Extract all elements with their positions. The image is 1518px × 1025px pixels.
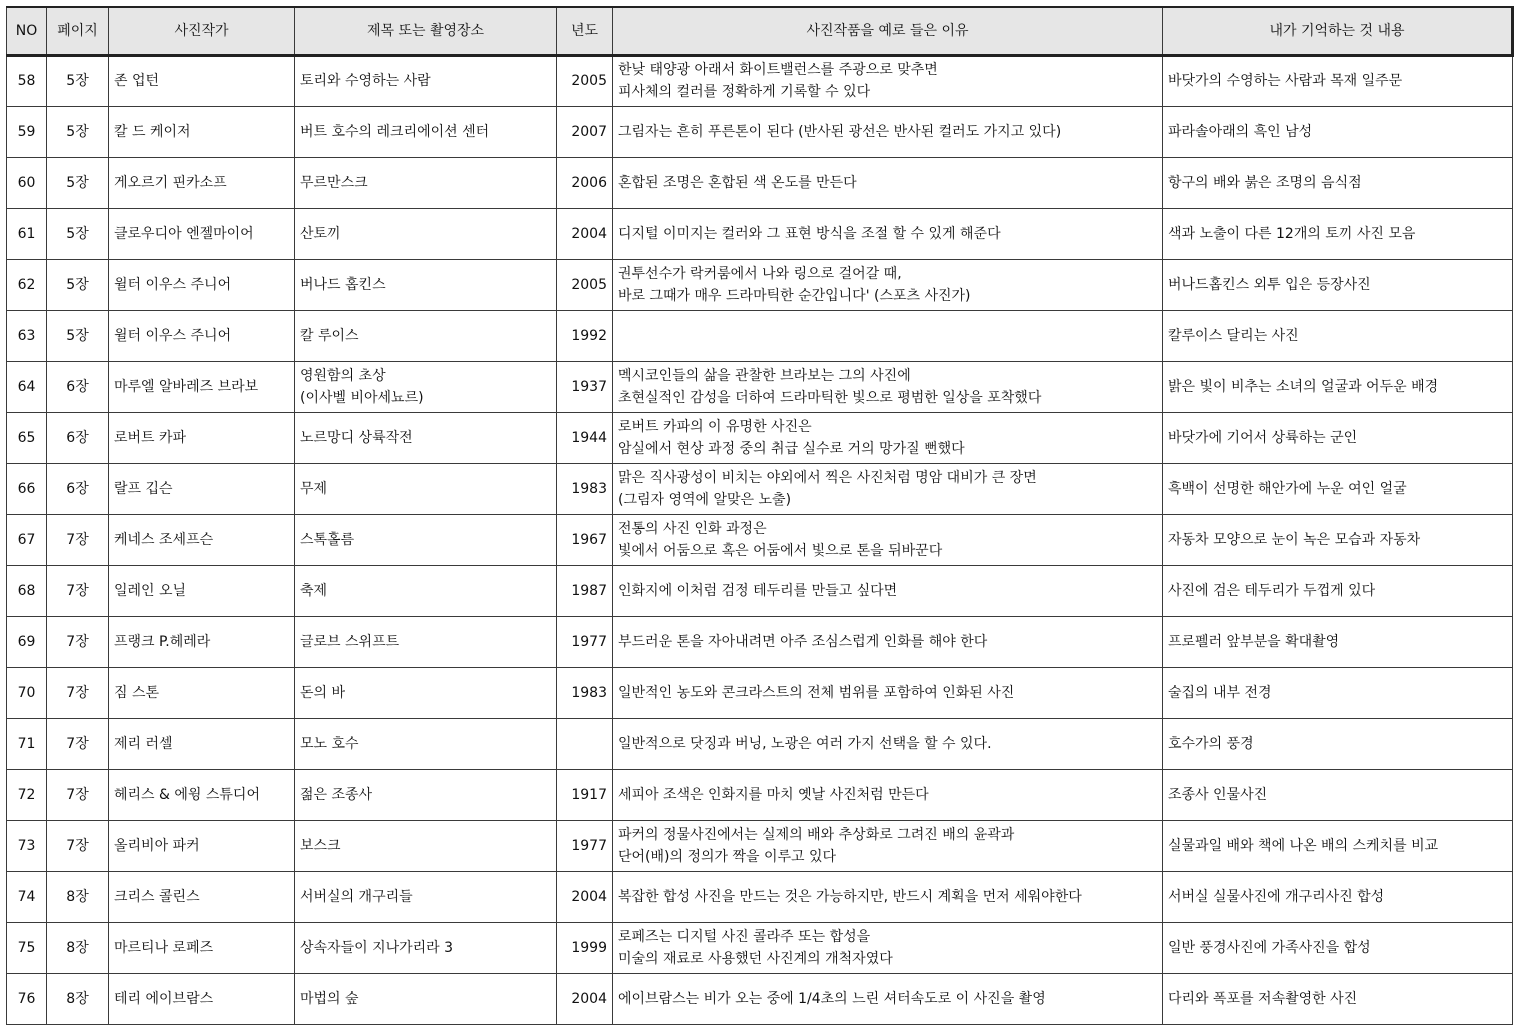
cell-year: 1983	[557, 667, 613, 718]
table-row	[7, 55, 1513, 106]
cell-title	[295, 667, 557, 718]
cell-reason-line: 전통의 사진 인화 과정은	[618, 520, 767, 537]
cell-year: 2005	[557, 55, 613, 106]
cell-memory: 흑백이 선명한 해안가에 누운 여인 얼굴	[1163, 463, 1513, 514]
cell-no: 72	[7, 769, 47, 820]
table-row	[7, 412, 1513, 463]
cell-reason	[613, 973, 1163, 1024]
cell-no: 68	[7, 565, 47, 616]
cell-photographer: 헤리스 & 에윙 스튜디어	[109, 769, 295, 820]
cell-title-line: 무제	[300, 480, 328, 497]
cell-title	[295, 259, 557, 310]
cell-reason-line: 한낮 태양광 아래서 화이트밸런스를 주광으로 맞추면	[618, 62, 938, 78]
cell-title	[295, 361, 557, 412]
cell-year: 2006	[557, 157, 613, 208]
header-no: NO	[7, 7, 47, 55]
cell-memory: 바닷가의 수영하는 사람과 목재 일주문	[1163, 55, 1513, 106]
header-row	[7, 7, 1513, 55]
cell-no: 71	[7, 718, 47, 769]
cell-title	[295, 616, 557, 667]
cell-no: 74	[7, 871, 47, 922]
cell-photographer: 클로우디아 엔젤마이어	[109, 208, 295, 259]
cell-year: 1944	[557, 412, 613, 463]
cell-reason	[613, 361, 1163, 412]
cell-title	[295, 157, 557, 208]
cell-title-line: 칼 루이스	[300, 327, 359, 344]
cell-photographer: 칼 드 케이저	[109, 106, 295, 157]
table-row	[7, 616, 1513, 667]
cell-reason	[613, 412, 1163, 463]
table-row	[7, 718, 1513, 769]
cell-reason	[613, 820, 1163, 871]
cell-no: 70	[7, 667, 47, 718]
cell-photographer: 일레인 오닐	[109, 565, 295, 616]
cell-title-line: 상속자들이 지나가리라 3	[300, 939, 454, 956]
cell-reason	[613, 208, 1163, 259]
cell-memory: 실물과일 배와 책에 나온 배의 스케치를 비교	[1163, 820, 1513, 871]
cell-year: 1992	[557, 310, 613, 361]
cell-memory: 호수가의 풍경	[1163, 718, 1513, 769]
cell-title-line: (이사벨 비아세뇨르)	[300, 389, 424, 406]
cell-photographer: 마루엘 알바레즈 브라보	[109, 361, 295, 412]
cell-title-line: 축제	[300, 582, 328, 599]
cell-title	[295, 208, 557, 259]
cell-year: 1967	[557, 514, 613, 565]
cell-reason	[613, 667, 1163, 718]
cell-reason	[613, 157, 1163, 208]
cell-year: 2004	[557, 871, 613, 922]
photo-works-table	[6, 6, 1514, 1025]
cell-reason	[613, 310, 1163, 361]
cell-title-line: 노르망디 상륙작전	[300, 429, 413, 446]
cell-title-line: 젊은 조종사	[300, 786, 373, 803]
cell-page: 7장	[47, 565, 109, 616]
cell-reason-line: 일반적으로 닷징과 버닝, 노광은 여러 가지 선택을 할 수 있다.	[618, 735, 992, 752]
cell-year	[557, 718, 613, 769]
cell-no: 73	[7, 820, 47, 871]
cell-reason-line: 피사체의 컬러를 정확하게 기록할 수 있다	[618, 84, 871, 100]
cell-title-line: 모노 호수	[300, 735, 359, 752]
cell-page: 7장	[47, 769, 109, 820]
cell-reason	[613, 616, 1163, 667]
cell-title	[295, 463, 557, 514]
cell-photographer: 게오르기 핀카소프	[109, 157, 295, 208]
cell-title	[295, 412, 557, 463]
cell-no: 67	[7, 514, 47, 565]
cell-memory: 조종사 인물사진	[1163, 769, 1513, 820]
cell-page: 5장	[47, 208, 109, 259]
table-row	[7, 259, 1513, 310]
cell-reason-line: 로페즈는 디지털 사진 콜라주 또는 합성을	[618, 928, 871, 945]
cell-page: 5장	[47, 157, 109, 208]
cell-reason-line: 부드러운 톤을 자아내려면 아주 조심스럽게 인화를 해야 한다	[618, 633, 988, 650]
header-reason: 사진작품을 예로 들은 이유	[613, 7, 1163, 55]
cell-photographer: 존 업턴	[109, 55, 295, 106]
cell-memory: 바닷가에 기어서 상륙하는 군인	[1163, 412, 1513, 463]
cell-memory: 밝은 빛이 비추는 소녀의 얼굴과 어두운 배경	[1163, 361, 1513, 412]
cell-reason	[613, 259, 1163, 310]
header-title: 제목 또는 촬영장소	[295, 7, 557, 55]
cell-reason-line: 인화지에 이처럼 검정 테두리를 만들고 싶다면	[618, 582, 898, 599]
cell-reason-line: 파커의 정물사진에서는 실제의 배와 추상화로 그려진 배의 윤곽과	[618, 826, 1015, 843]
cell-reason-line: 일반적인 농도와 콘크라스트의 전체 범위를 포함하여 인화된 사진	[618, 684, 1015, 701]
cell-no: 59	[7, 106, 47, 157]
cell-year: 1987	[557, 565, 613, 616]
cell-title-line: 산토끼	[300, 225, 341, 242]
cell-reason-line: 권투선수가 락커룸에서 나와 링으로 걸어갈 때,	[618, 265, 902, 282]
table-row	[7, 514, 1513, 565]
cell-page: 7장	[47, 820, 109, 871]
cell-photographer: 마르티나 로페즈	[109, 922, 295, 973]
cell-title-line: 버트 호수의 레크리에이션 센터	[300, 123, 490, 140]
cell-page: 6장	[47, 361, 109, 412]
cell-reason	[613, 463, 1163, 514]
cell-title	[295, 922, 557, 973]
cell-reason-line: 멕시코인들의 삶을 관찰한 브라보는 그의 사진에	[618, 367, 911, 384]
cell-no: 60	[7, 157, 47, 208]
cell-year: 1937	[557, 361, 613, 412]
cell-reason-line: 복잡한 합성 사진을 만드는 것은 가능하지만, 반드시 계획을 먼저 세워야한다	[618, 888, 1082, 905]
cell-page: 7장	[47, 667, 109, 718]
cell-photographer: 테리 에이브람스	[109, 973, 295, 1024]
cell-reason-line: 그림자는 흔히 푸른톤이 된다 (반사된 광선은 반사된 컬러도 가지고 있다)	[618, 123, 1062, 140]
cell-page: 6장	[47, 412, 109, 463]
cell-reason-line: (그림자 영역에 알맞은 노출)	[618, 491, 792, 508]
cell-no: 61	[7, 208, 47, 259]
cell-memory: 프로펠러 앞부분을 확대촬영	[1163, 616, 1513, 667]
cell-title-line: 영원함의 초상	[300, 367, 386, 384]
header-year: 년도	[557, 7, 613, 55]
cell-page: 7장	[47, 718, 109, 769]
cell-no: 58	[7, 55, 47, 106]
cell-reason	[613, 922, 1163, 973]
cell-reason-line: 에이브람스는 비가 오는 중에 1/4초의 느린 셔터속도로 이 사진을 촬영	[618, 990, 1046, 1007]
table-row	[7, 361, 1513, 412]
cell-page: 7장	[47, 616, 109, 667]
cell-page: 8장	[47, 973, 109, 1024]
cell-reason-line: 맑은 직사광성이 비치는 야외에서 찍은 사진처럼 명암 대비가 큰 장면	[618, 469, 1037, 486]
cell-reason	[613, 55, 1163, 106]
cell-title	[295, 565, 557, 616]
table-row	[7, 667, 1513, 718]
cell-title	[295, 310, 557, 361]
cell-photographer: 랄프 깁슨	[109, 463, 295, 514]
cell-reason-line: 로버트 카파의 이 유명한 사진은	[618, 418, 812, 435]
cell-no: 76	[7, 973, 47, 1024]
cell-year: 2004	[557, 973, 613, 1024]
cell-photographer: 윌터 이우스 주니어	[109, 310, 295, 361]
cell-memory: 칼루이스 달리는 사진	[1163, 310, 1513, 361]
cell-memory: 자동차 모양으로 눈이 녹은 모습과 자동차	[1163, 514, 1513, 565]
cell-memory: 색과 노출이 다른 12개의 토끼 사진 모음	[1163, 208, 1513, 259]
cell-title	[295, 55, 557, 106]
cell-title	[295, 769, 557, 820]
table-row	[7, 871, 1513, 922]
cell-memory: 다리와 폭포를 저속촬영한 사진	[1163, 973, 1513, 1024]
table-row	[7, 463, 1513, 514]
cell-reason-line: 단어(배)의 정의가 짝을 이루고 있다	[618, 848, 837, 865]
cell-year: 1983	[557, 463, 613, 514]
cell-year: 1977	[557, 820, 613, 871]
cell-title	[295, 820, 557, 871]
table-row	[7, 769, 1513, 820]
cell-photographer: 크리스 콜린스	[109, 871, 295, 922]
header-memory: 내가 기억하는 것 내용	[1163, 7, 1513, 55]
cell-memory: 일반 풍경사진에 가족사진을 합성	[1163, 922, 1513, 973]
table-row	[7, 922, 1513, 973]
cell-title-line: 마법의 숲	[300, 990, 359, 1007]
header-page: 페이지	[47, 7, 109, 55]
cell-title-line: 돈의 바	[300, 684, 346, 701]
cell-no: 62	[7, 259, 47, 310]
cell-title	[295, 871, 557, 922]
cell-title	[295, 973, 557, 1024]
cell-memory: 사진에 검은 테두리가 두껍게 있다	[1163, 565, 1513, 616]
table-row	[7, 310, 1513, 361]
cell-reason-line: 미술의 재료로 사용했던 사진계의 개척자였다	[618, 950, 893, 967]
cell-memory: 파라솔아래의 흑인 남성	[1163, 106, 1513, 157]
cell-reason-line: 디지털 이미지는 컬러와 그 표현 방식을 조절 할 수 있게 해준다	[618, 225, 1001, 242]
cell-memory: 서버실 실물사진에 개구리사진 합성	[1163, 871, 1513, 922]
cell-title	[295, 106, 557, 157]
cell-page: 5장	[47, 106, 109, 157]
cell-photographer: 로버트 카파	[109, 412, 295, 463]
cell-memory: 항구의 배와 붉은 조명의 음식점	[1163, 157, 1513, 208]
cell-page: 8장	[47, 871, 109, 922]
table-row	[7, 565, 1513, 616]
table-row	[7, 106, 1513, 157]
cell-page: 5장	[47, 310, 109, 361]
cell-reason	[613, 565, 1163, 616]
cell-title-line: 글로브 스위프트	[300, 633, 400, 650]
cell-no: 75	[7, 922, 47, 973]
cell-title-line: 무르만스크	[300, 174, 368, 191]
cell-reason-line: 혼합된 조명은 혼합된 색 온도를 만든다	[618, 174, 857, 191]
cell-reason-line: 초현실적인 감성을 더하여 드라마틱한 빛으로 평범한 일상을 포착했다	[618, 389, 1042, 406]
cell-title-line: 토리와 수영하는 사람	[300, 73, 431, 89]
cell-title-line: 버나드 홉킨스	[300, 276, 386, 293]
cell-photographer: 짐 스톤	[109, 667, 295, 718]
cell-photographer: 윌터 이우스 주니어	[109, 259, 295, 310]
cell-no: 63	[7, 310, 47, 361]
cell-page: 5장	[47, 259, 109, 310]
cell-page: 5장	[47, 55, 109, 106]
cell-reason	[613, 718, 1163, 769]
table-row	[7, 820, 1513, 871]
cell-title-line: 스톡홀름	[300, 531, 355, 548]
cell-year: 1917	[557, 769, 613, 820]
cell-year: 1977	[557, 616, 613, 667]
cell-year: 2005	[557, 259, 613, 310]
cell-reason	[613, 106, 1163, 157]
cell-photographer: 제리 러셀	[109, 718, 295, 769]
cell-year: 1999	[557, 922, 613, 973]
cell-title	[295, 718, 557, 769]
cell-year: 2007	[557, 106, 613, 157]
cell-reason-line: 바로 그때가 매우 드라마틱한 순간입니다' (스포츠 사진가)	[618, 287, 971, 304]
cell-photographer: 프랭크 P.헤레라	[109, 616, 295, 667]
cell-reason-line: 암실에서 현상 과정 중의 취급 실수로 거의 망가질 뻔했다	[618, 440, 965, 457]
cell-reason	[613, 871, 1163, 922]
header-photographer: 사진작가	[109, 7, 295, 55]
cell-title-line: 서버실의 개구리들	[300, 888, 413, 905]
cell-reason-line: 세피아 조색은 인화지를 마치 옛날 사진처럼 만든다	[618, 786, 929, 803]
cell-memory: 버나드홉킨스 외투 입은 등장사진	[1163, 259, 1513, 310]
cell-no: 65	[7, 412, 47, 463]
cell-no: 66	[7, 463, 47, 514]
cell-page: 7장	[47, 514, 109, 565]
cell-title-line: 보스크	[300, 837, 341, 854]
cell-memory: 술집의 내부 전경	[1163, 667, 1513, 718]
table-row	[7, 157, 1513, 208]
cell-year: 2004	[557, 208, 613, 259]
cell-no: 69	[7, 616, 47, 667]
cell-title	[295, 514, 557, 565]
cell-reason-line: 빛에서 어둠으로 혹은 어둠에서 빛으로 톤을 뒤바꾼다	[618, 542, 943, 559]
cell-reason	[613, 514, 1163, 565]
cell-page: 6장	[47, 463, 109, 514]
table-row	[7, 208, 1513, 259]
cell-photographer: 케네스 조세프슨	[109, 514, 295, 565]
cell-no: 64	[7, 361, 47, 412]
table-row	[7, 973, 1513, 1024]
cell-photographer: 올리비아 파커	[109, 820, 295, 871]
cell-reason	[613, 769, 1163, 820]
table-body	[7, 55, 1513, 1024]
cell-page: 8장	[47, 922, 109, 973]
